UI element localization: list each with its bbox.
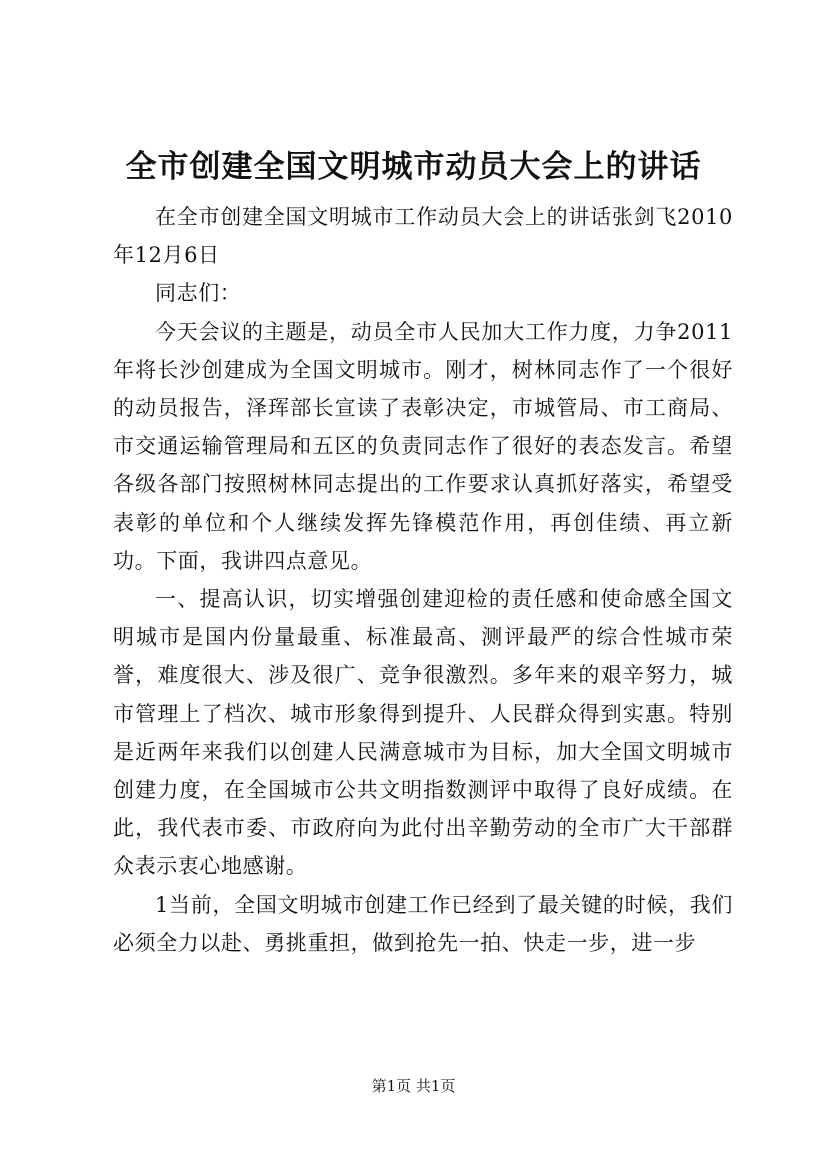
paragraph-intro: 今天会议的主题是，动员全市人民加大工作力度，力争2011年将长沙创建成为全国文明城市。刚才，树林同志作了一个很好的动员报告，泽珲部长宣读了表彰决定，市城管局、市工商局、市交通运输管理局和五区的负责同志作了很好的表态发言。希望各级各部门按照树林同志提出的工作要求认真抓好落实，希望受表彰的单位和个人继续发挥先锋模范作用，再创佳绩、再立新功。下面，我讲四点意见。	[113, 319, 733, 573]
page-number-footer: 第1页 共1页	[371, 1077, 456, 1095]
paragraph-section-one: 一、提高认识，切实增强创建迎检的责任感和使命感全国文明城市是国内份量最重、标准最高、测评最严的综合性城市荣誉，难度很大、涉及很广、竞争很激烈。多年来的艰辛努力，城市管理上了档次、城市形象得到提升、人民群众得到实惠。特别是近两年来我们以创建人民满意城市为目标，加大全国文明城市创建力度，在全国城市公共文明指数测评中取得了良好成绩。在此，我代表市委、市政府向为此付出辛勤劳动的全市广大干部群众表示衷心地感谢。	[113, 587, 733, 879]
paragraph-current-situation: 1当前，全国文明城市创建工作已经到了最关键的时候，我们必须全力以赴、勇挑重担，做到抢先一拍、快走一步，进一步	[113, 892, 733, 955]
paragraph-salutation: 同志们：	[155, 281, 242, 306]
document-title: 全市创建全国文明城市动员大会上的讲话	[125, 149, 702, 185]
document-body	[113, 198, 733, 962]
paragraph-speaker-date: 在全市创建全国文明城市工作动员大会上的讲话张剑飞2010年12月6日	[113, 205, 733, 268]
